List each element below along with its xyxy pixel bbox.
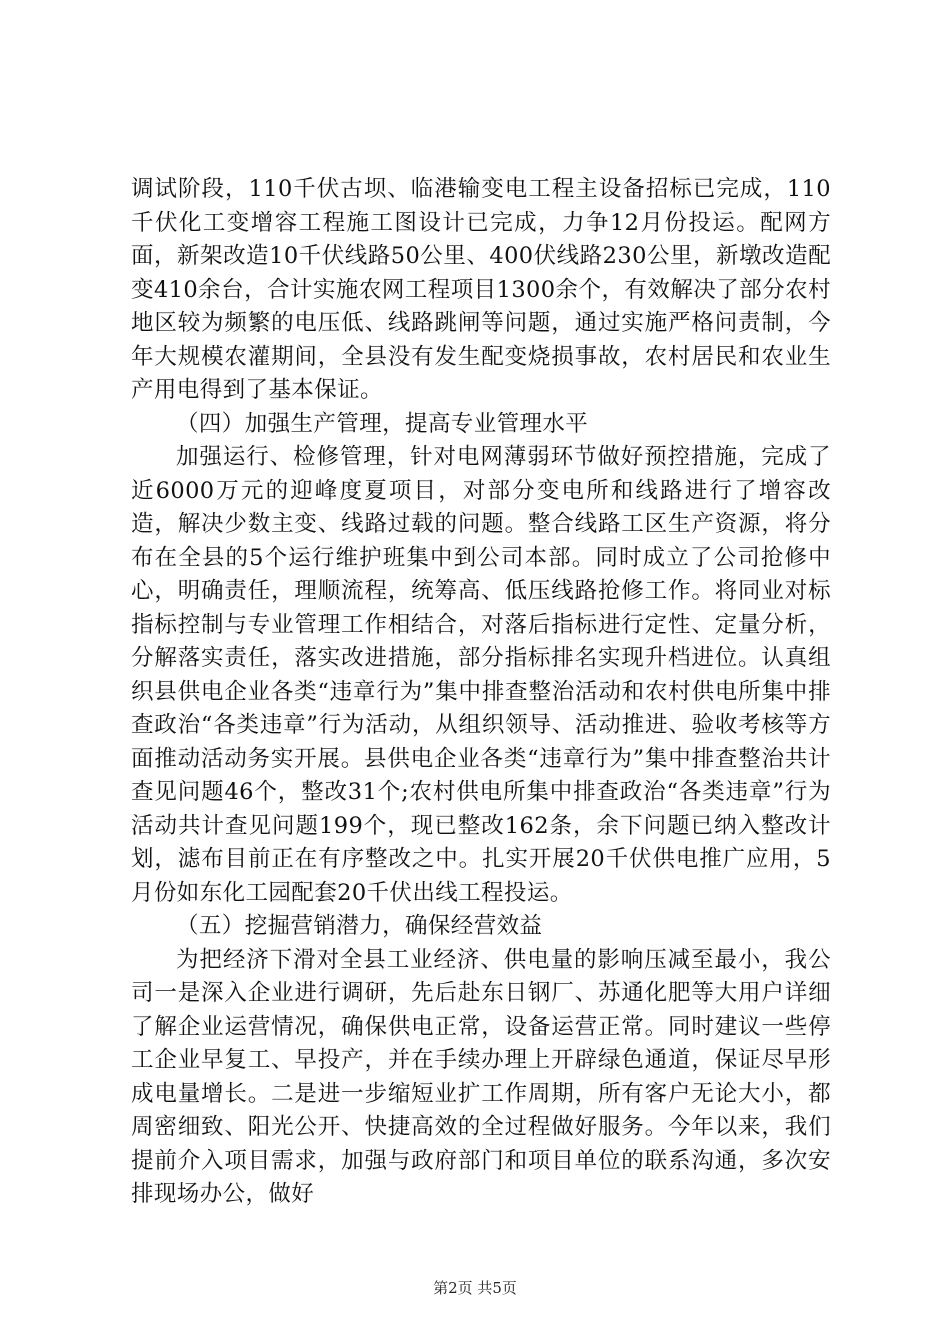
paragraph-production-management: 加强运行、检修管理，针对电网薄弱环节做好预控措施，完成了近6000万元的迎峰度夏项目，对部分变电所和线路进行了增容改造，解决少数主变、线路过载的问题。整合线路工区生产资源，将分布在全县的5个运行维护班集中到公司本部。同时成立了公司抢修中心，明确责任，理顺流程，统筹高、低压线路抢修工作。将同业对标指标控制与专业管理工作相结合，对落后指标进行定性、定量分析，分解落实责任，落实改进措施，部分指标排名实现升档进位。认真组织县供电企业各类“违章行为”集中排查整治活动和农村供电所集中排查政治“各类违章”行为活动，从组织领导、活动推进、验收考核等方面推动活动务实开展。县供电企业各类“违章行为”集中排查整治共计查见问题46个，整改31个;农村供电所集中排查政治“各类违章”行为活动共计查见问题199个，现已整改162条，余下问题已纳入整改计划，滤布目前正在有序整改之中。扎实开展20千伏供电推广应用，5月份如东化工园配套20千伏出线工程投运。 bbox=[131, 444, 831, 906]
section-heading-marketing: （五）挖掘营销潜力，确保经营效益 bbox=[176, 913, 543, 939]
document-body bbox=[131, 173, 831, 1212]
page-footer: 第2页 共5页 bbox=[433, 1279, 517, 1297]
section-heading-production-management: （四）加强生产管理，提高专业管理水平 bbox=[176, 410, 589, 437]
paragraph-marketing: 为把经济下滑对全县工业经济、供电量的影响压减至最小，我公司一是深入企业进行调研，先后赴东日钢厂、苏通化肥等大用户详细了解企业运营情况，确保供电正常，设备运营正常。同时建议一些停工企业早复工、早投产，并在手续办理上开辟绿色通道，保证尽早形成电量增长。二是进一步缩短业扩工作周期，所有客户无论大小，都周密细致、阳光公开、快捷高效的全过程做好服务。今年以来，我们提前介入项目需求，加强与政府部门和项目单位的联系沟通，多次安排现场办公，做好 bbox=[131, 946, 831, 1207]
paragraph-grid-construction: 调试阶段，110千伏古坝、临港输变电工程主设备招标已完成，110千伏化工变增容工程施工图设计已完成，力争12月份投运。配网方面，新架改造10千伏线路50公里、400伏线路230公里，新墩改造配变410余台，合计实施农网工程项目1300余个，有效解决了部分农村地区较为频繁的电压低、线路跳闸等问题，通过实施严格问责制，今年大规模农灌期间，全县没有发生配变烧损事故，农村居民和农业生产用电得到了基本保证。 bbox=[131, 176, 831, 403]
